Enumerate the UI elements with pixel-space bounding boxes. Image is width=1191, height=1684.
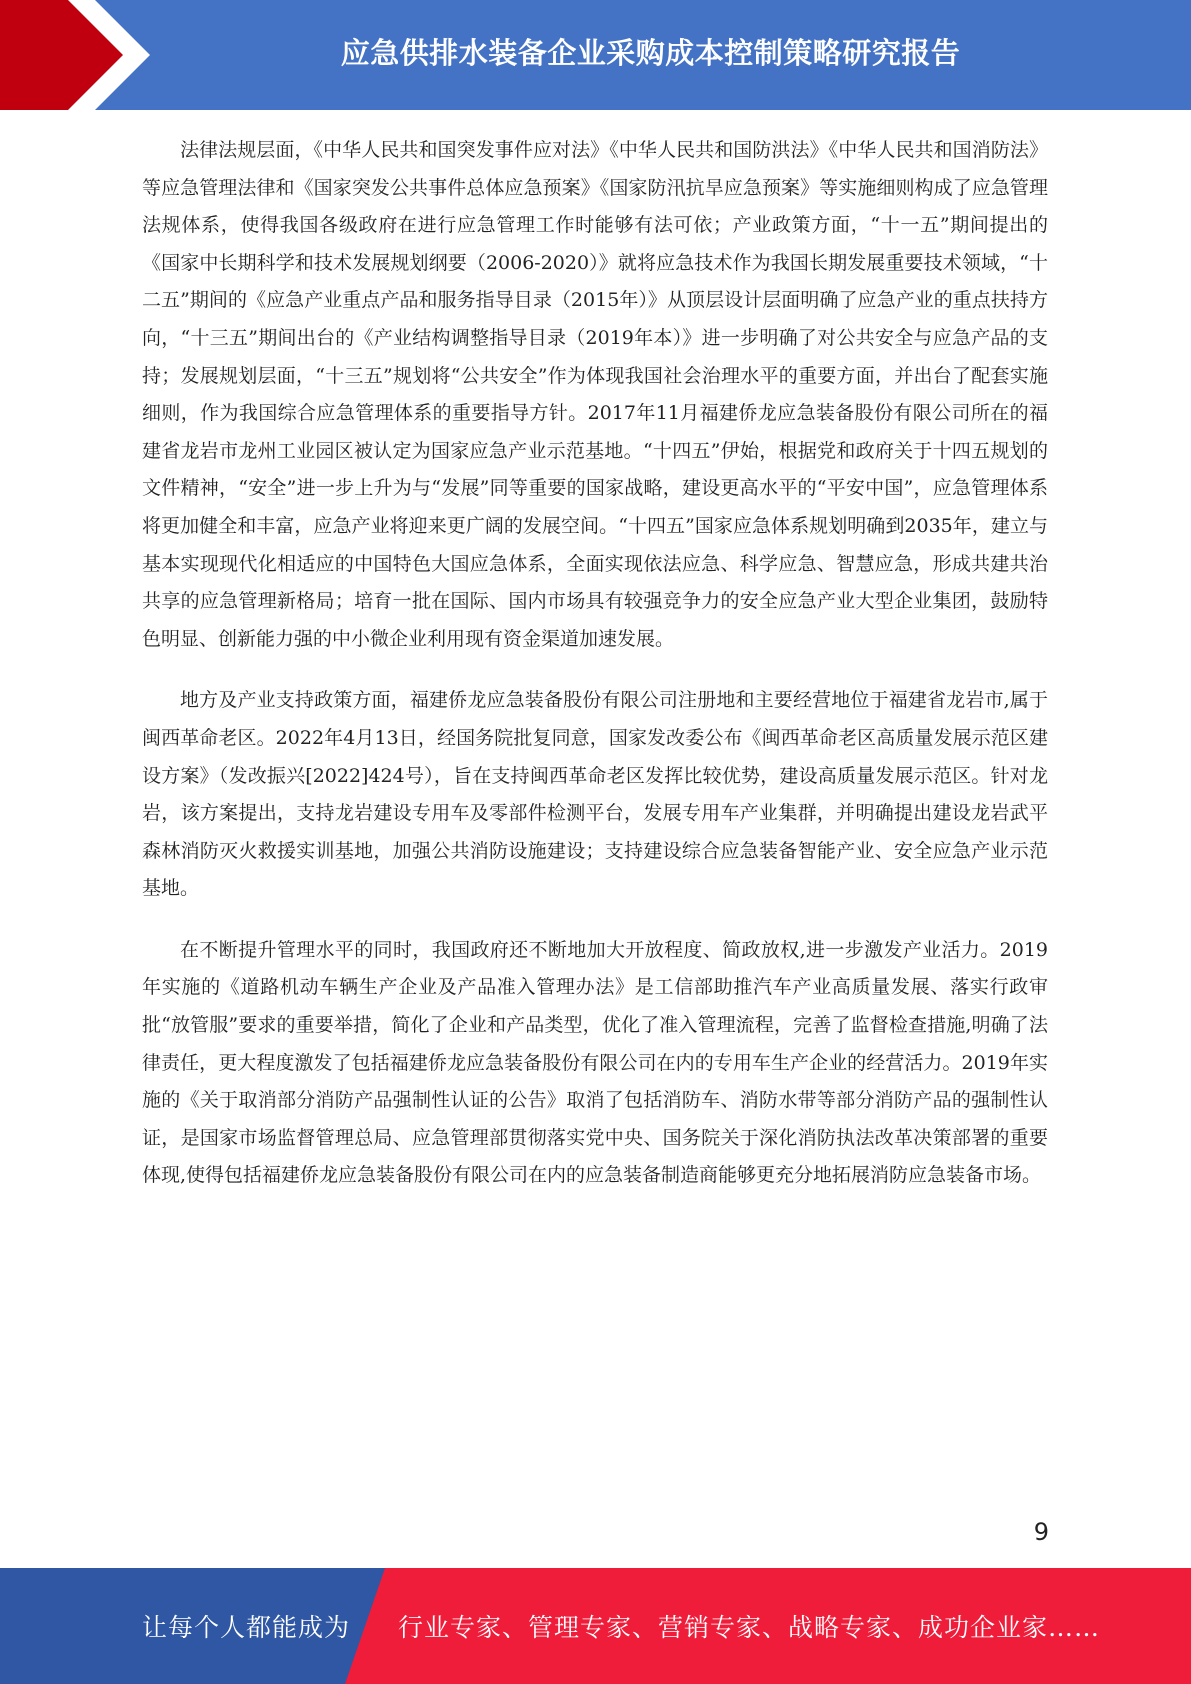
document-title: 应急供排水装备企业采购成本控制策略研究报告 [340,35,961,70]
page-number: 9 [1033,1518,1049,1546]
footer-slogan-roles: 行业专家、管理专家、营销专家、战略专家、成功企业家…… [398,1613,1101,1642]
paragraph-legal-policy: 法律法规层面，《中华人民共和国突发事件应对法》《中华人民共和国防洪法》《中华人民共和国消防法》等应急管理法律和《国家突发公共事件总体应急预案》《国家防汛抗旱应急预案》等实施细则构成了应急管理法规体系，使得我国各级政府在进行应急管理工作时能够有法可依；产业政策方面，“十一五”期间提出的《国家中长期科学和技术发展规划纲要（2006-2020）》就将应急技术作为我国长期发展重要技术领域，“十二五”期间的《应急产业重点产品和服务指导目录（2015年）》从顶层设计层面明确了应急产业的重点扶持方向，“十三五”期间出台的《产业结构调整指导目录（2019年本）》进一步明确了对公共安全与应急产品的支持；发展规划层面，“十三五”规划将“公共安全”作为体现我国社会治理水平的重要方面，并出台了配套实施细则，作为我国综合应急管理体系的重要指导方针。2017年11月福建侨龙应急装备股份有限公司所在的福建省龙岩市龙州工业园区被认定为国家应急产业示范基地。“十四五”伊始，根据党和政府关于十四五规划的文件精神，“安全”进一步上升为与“发展”同等重要的国家战略，建设更高水平的“平安中国”，应急管理体系将更加健全和丰富，应急产业将迎来更广阔的发展空间。“十四五”国家应急体系规划明确到2035年，建立与基本实现现代化相适应的中国特色大国应急体系，全面实现依法应急、科学应急、智慧应急，形成共建共治共享的应急管理新格局；培育一批在国际、国内市场具有较强竞争力的安全应急产业大型企业集团，鼓励特色明显、创新能力强的中小微企业利用现有资金渠道加速发展。 [142,139,1048,650]
page-header [0,0,1191,110]
paragraph-local-policy: 地方及产业支持政策方面，福建侨龙应急装备股份有限公司注册地和主要经营地位于福建省龙岩市,属于闽西革命老区。2022年4月13日，经国务院批复同意，国家发改委公布《闽西革命老区高质量发展示范区建设方案》（发改振兴[2022]424号），旨在支持闽西革命老区发挥比较优势，建设高质量发展示范区。针对龙岩，该方案提出，支持龙岩建设专用车及零部件检测平台，发展专用车产业集群，并明确提出建设龙岩武平森林消防灭火救援实训基地，加强公共消防设施建设；支持建设综合应急装备智能产业、安全应急产业示范基地。 [142,689,1048,900]
page-footer [0,1568,1191,1684]
paragraph-deregulation: 在不断提升管理水平的同时，我国政府还不断地加大开放程度、简政放权,进一步激发产业活力。2019年实施的《道路机动车辆生产企业及产品准入管理办法》是工信部助推汽车产业高质量发展、落实行政审批“放管服”要求的重要举措，简化了企业和产品类型，优化了准入管理流程，完善了监督检查措施,明确了法律责任，更大程度激发了包括福建侨龙应急装备股份有限公司在内的专用车生产企业的经营活力。2019年实施的《关于取消部分消防产品强制性认证的公告》取消了包括消防车、消防水带等部分消防产品的强制性认证，是国家市场监督管理总局、应急管理部贯彻落实党中央、国务院关于深化消防执法改革决策部署的重要体现,使得包括福建侨龙应急装备股份有限公司在内的应急装备制造商能够更充分地拓展消防应急装备市场。 [142,938,1048,1187]
document-body [142,132,1048,1219]
footer-slogan-lead: 让每个人都能成为 [142,1613,351,1642]
